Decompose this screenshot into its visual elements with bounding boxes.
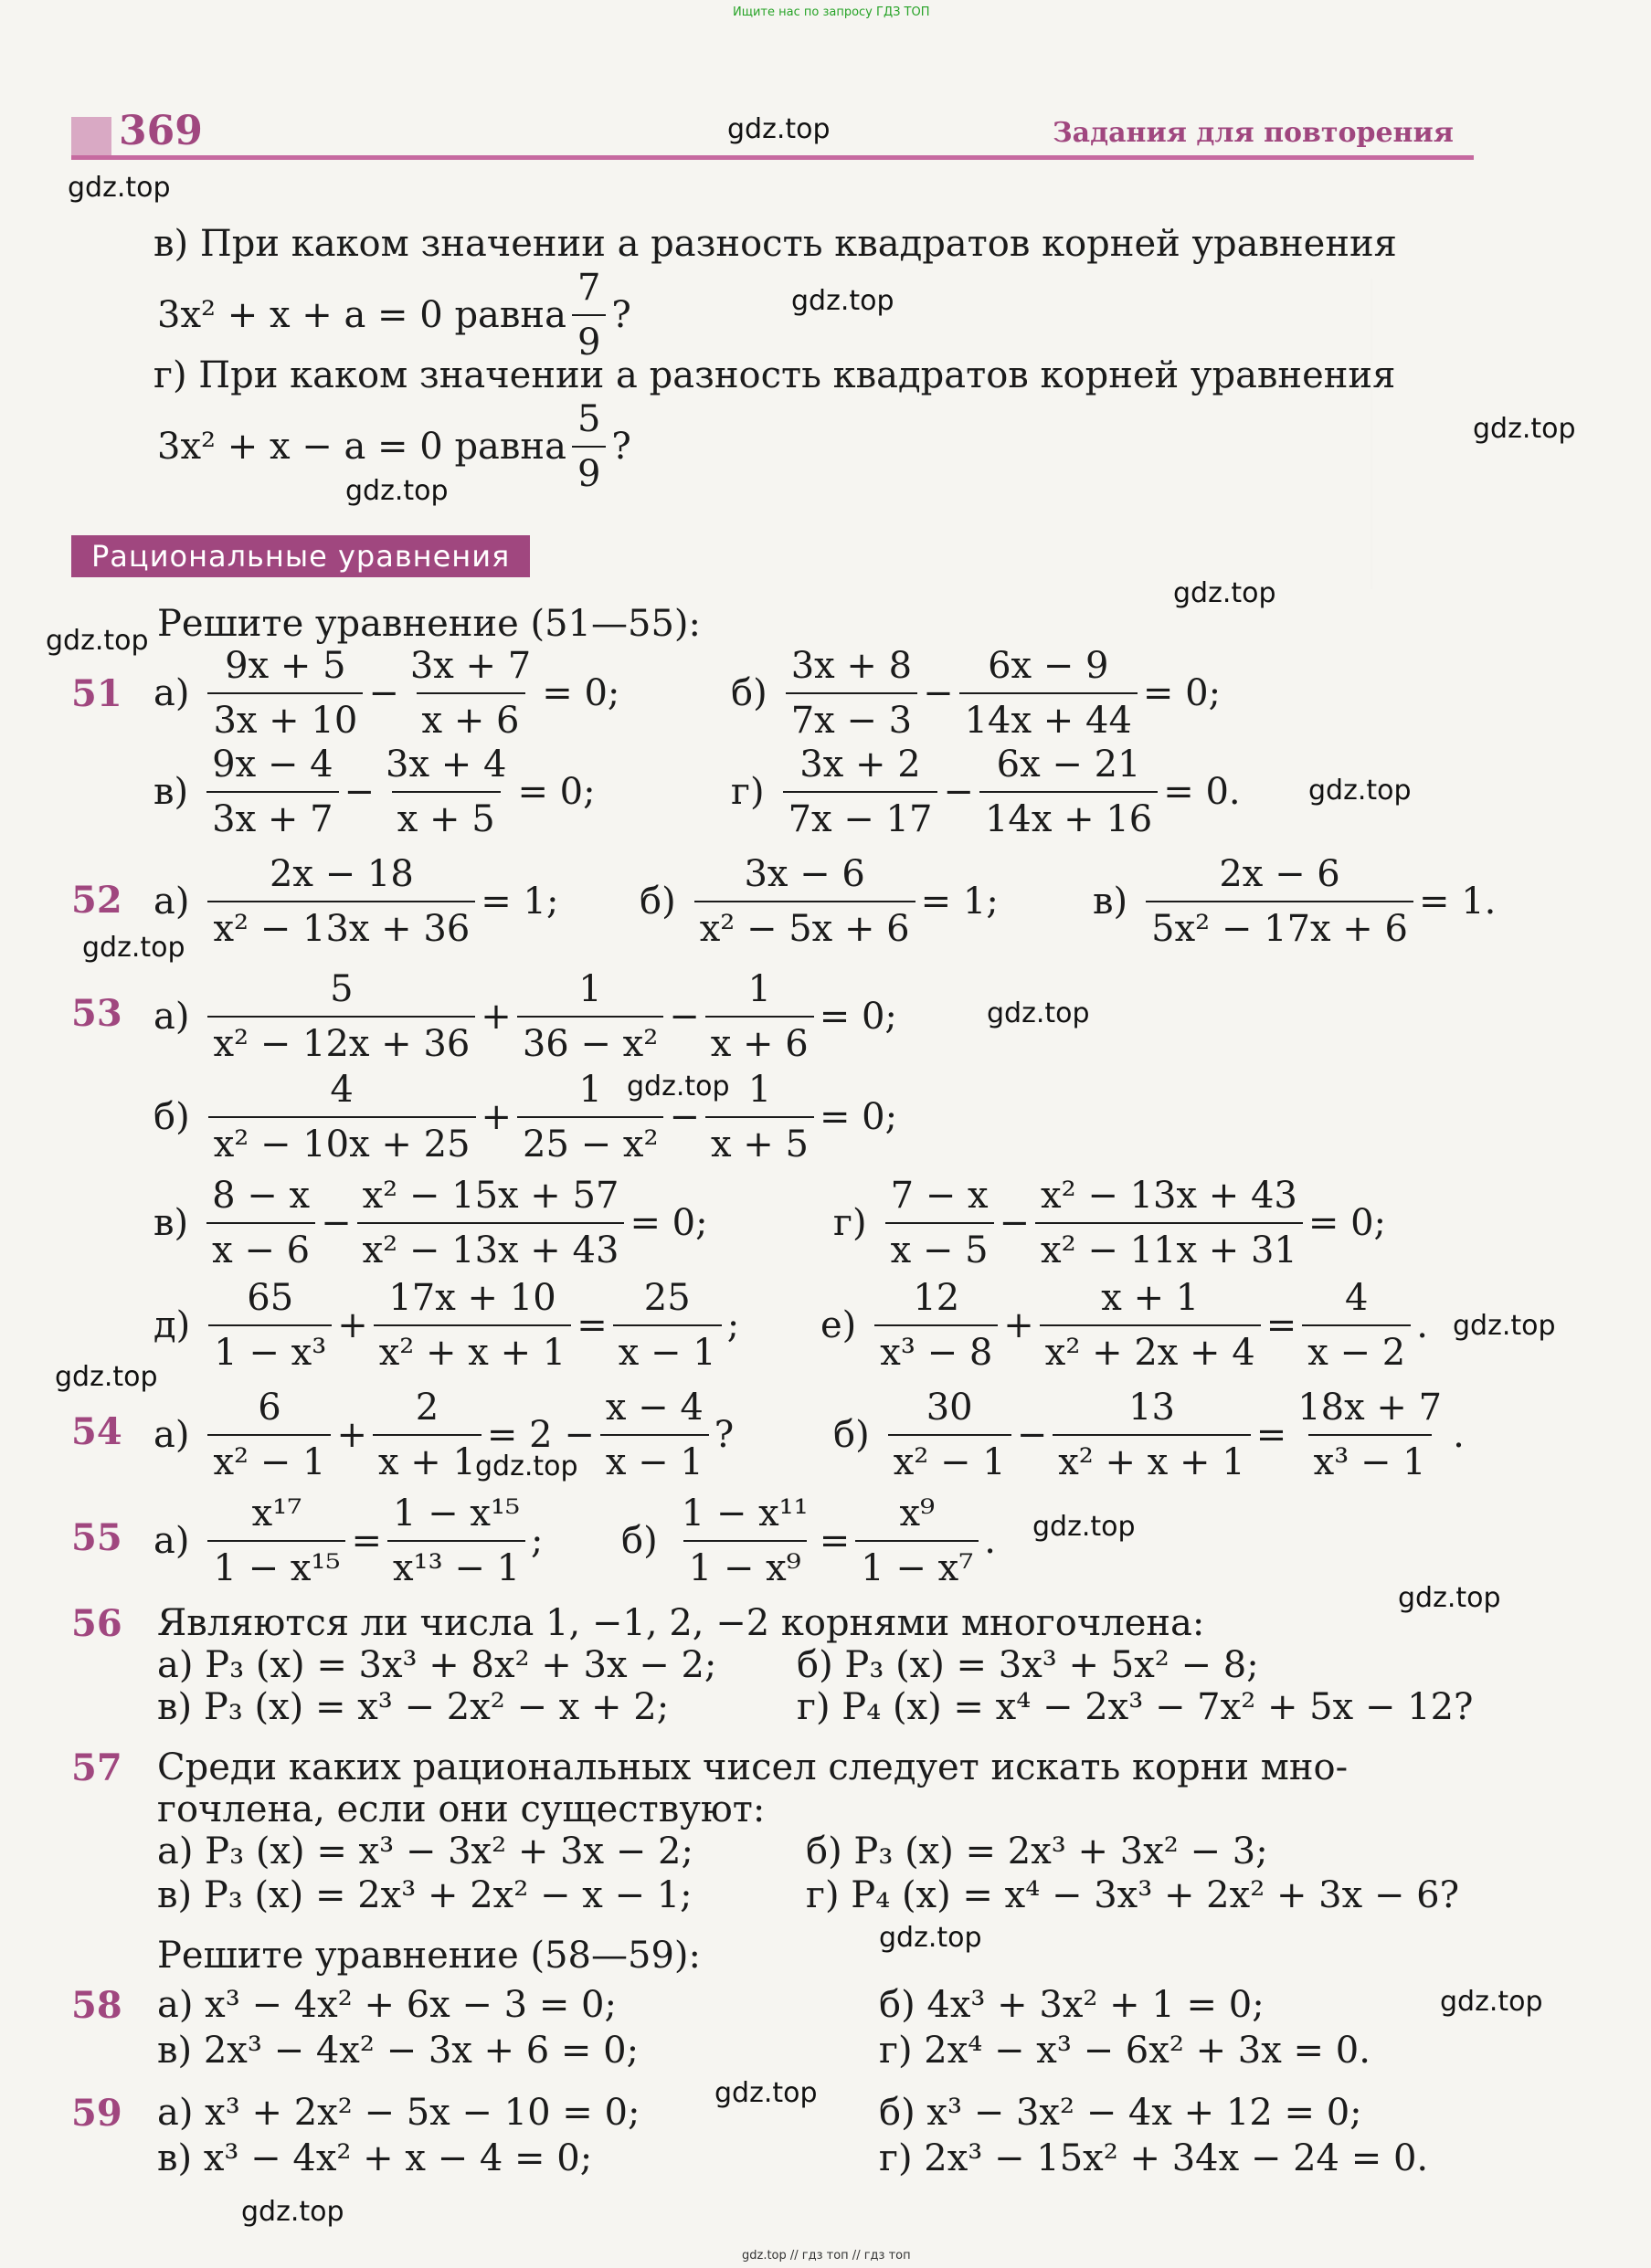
text-58b: б) 4x³ + 3x² + 1 = 0; — [879, 1984, 1265, 2026]
watermark: gdz.top — [987, 997, 1090, 1029]
fraction: $\frac{2}{x + 1}$ — [373, 1387, 482, 1483]
text-59v: в) x³ − 4x² + x − 4 = 0; — [157, 2137, 593, 2179]
problem-number: 56 — [71, 1602, 122, 1645]
eq-55b: б) $\frac{\text{1 − x¹¹}}{\text{1 − x⁹}}$ = $\frac{\text{x⁹}}{\text{1 − x⁷}}$ . — [621, 1493, 996, 1589]
eq-53a: а) 5 x² − 12x + 36 + $\frac{1}{\text{36 − x²}}$ − $\frac{1}{x + 6}$ = 0; — [153, 968, 897, 1065]
fraction: $\frac{\text{x⁹}}{\text{1 − x⁷}}$ — [855, 1493, 979, 1589]
intro-v-eq: 3x² + x + a = 0 равна — [157, 294, 566, 336]
instruction: Решите уравнение (51—55): — [157, 603, 701, 645]
intro-g-eq: 3x² + x − a = 0 равна — [157, 426, 566, 468]
fraction: $\frac{4}{x - 2}$ — [1302, 1277, 1411, 1374]
fraction: $\frac{3x + 7}{x + 6}$ — [409, 645, 532, 742]
eq-51a: а) 9x + 5 3x + 10 − $\frac{3x + 7}{x + 6}$ = 0; — [153, 645, 620, 742]
text-56g: г) P₄ (x) = x⁴ − 2x³ − 7x² + 5x − 12? — [797, 1686, 1474, 1728]
watermark: gdz.top — [1453, 1310, 1556, 1342]
fraction: 9x + 5 3x + 10 — [207, 645, 363, 742]
fraction: 12 x³ − 8 — [874, 1277, 998, 1374]
text-56v: в) P₃ (x) = x³ − 2x² − x + 2; — [157, 1686, 670, 1728]
fraction: $\frac{x - 4}{x - 1}$ — [600, 1387, 709, 1483]
page-corner-square — [71, 117, 111, 157]
watermark: gdz.top — [82, 932, 185, 964]
watermark: gdz.top — [791, 285, 894, 317]
watermark: gdz.top — [1173, 577, 1276, 609]
instruction: Решите уравнение (58—59): — [157, 1935, 701, 1977]
intro-g-equation: 3x² + x − a = 0 равна 5 9 ? — [157, 398, 631, 495]
fraction: $\frac{\text{x² − 13x + 43}}{\text{x² − 11x + 31}}$ — [1035, 1175, 1303, 1271]
watermark: gdz.top — [714, 2077, 818, 2109]
eq-52a: а) $\frac{2x - 18}{\text{x² − 13x + 36}}$ = 1; — [153, 853, 559, 950]
fraction: $\frac{18x + 7}{\text{x³ − 1}}$ — [1297, 1387, 1443, 1483]
watermark: gdz.top — [727, 113, 831, 145]
fraction: $\frac{\text{x¹⁷}}{\text{1 − x¹⁵}}$ — [207, 1493, 345, 1589]
watermark: gdz.top — [345, 475, 449, 507]
text-57-cont: гочлена, если они существуют: — [157, 1788, 766, 1830]
eq-53d: д) 65 1 − x³ + $\frac{17x + 10}{\text{x² + x + 1}}$ = $\frac{25}{x - 1}$ ; — [153, 1277, 740, 1374]
intro-v-equation: 3x² + x + a = 0 равна 7 9 ? — [157, 267, 631, 364]
problem-number: 54 — [71, 1410, 122, 1453]
fraction: 7 − x x − 5 — [885, 1175, 994, 1271]
text-56a: а) P₃ (x) = 3x³ + 8x² + 3x − 2; — [157, 1644, 717, 1686]
fraction: $\frac{17x + 10}{\text{x² + x + 1}}$ — [374, 1277, 572, 1374]
fraction: 65 1 − x³ — [208, 1277, 332, 1374]
fraction: $\frac{1}{x + 6}$ — [705, 968, 814, 1065]
intro-v-text: в) При каком значении a разность квадратов корней уравнения — [153, 223, 1397, 265]
watermark: gdz.top — [627, 1071, 730, 1102]
eq-53b: б) 4 x² − 10x + 25 + $\frac{1}{\text{25 − x²}}$ − $\frac{1}{x + 5}$ = 0; — [153, 1069, 898, 1166]
fraction: 6 x² − 1 — [207, 1387, 331, 1483]
fraction: 3x + 8 7x − 3 — [786, 645, 917, 742]
fraction: 5 9 — [572, 398, 606, 495]
eq-52b: б) $\frac{3x - 6}{\text{x² − 5x + 6}}$ = 1; — [640, 853, 999, 950]
problem-number: 51 — [71, 672, 122, 715]
fraction: $\frac{6x - 21}{14x + 16}$ — [979, 744, 1158, 840]
fraction: $\frac{1}{\text{36 − x²}}$ — [517, 968, 663, 1065]
text-57a: а) P₃ (x) = x³ − 3x² + 3x − 2; — [157, 1830, 693, 1872]
problem-number: 58 — [71, 1984, 122, 2027]
watermark: gdz.top — [1032, 1511, 1136, 1543]
header-title: Задания для повторения — [1053, 117, 1454, 149]
text-59a: а) x³ + 2x² − 5x − 10 = 0; — [157, 2092, 640, 2134]
text-59b: б) x³ − 3x² − 4x + 12 = 0; — [879, 2092, 1362, 2134]
watermark: gdz.top — [475, 1450, 578, 1482]
text-56: Являются ли числа 1, −1, 2, −2 корнями многочлена: — [157, 1602, 1205, 1644]
watermark: gdz.top — [1440, 1986, 1543, 2018]
text-58g: г) 2x⁴ − x³ − 6x² + 3x = 0. — [879, 2030, 1371, 2072]
eq-53v: в) 8 − x x − 6 − $\frac{\text{x² − 15x + 57}}{\text{x² − 13x + 43}}$ = 0; — [153, 1175, 708, 1271]
fraction: $\frac{25}{x - 1}$ — [613, 1277, 722, 1374]
text-57v: в) P₃ (x) = 2x³ + 2x² − x − 1; — [157, 1874, 693, 1916]
fraction: 7 9 — [572, 267, 606, 364]
text-58v: в) 2x³ − 4x² − 3x + 6 = 0; — [157, 2030, 640, 2072]
fraction: $\frac{2x - 6}{\text{5x² − 17x + 6}}$ — [1146, 853, 1413, 950]
fraction: $\frac{6x - 9}{14x + 44}$ — [959, 645, 1138, 742]
problem-number: 53 — [71, 992, 122, 1035]
text-57g: г) P₄ (x) = x⁴ − 3x³ + 2x² + 3x − 6? — [806, 1874, 1460, 1916]
text-58a: а) x³ − 4x² + 6x − 3 = 0; — [157, 1984, 617, 2026]
fraction: 3x + 2 7x − 17 — [783, 744, 938, 840]
fraction: 4 x² − 10x + 25 — [208, 1069, 476, 1166]
watermark: gdz.top — [68, 172, 171, 204]
fraction: $\frac{x + 1}{\text{x² + 2x + 4}}$ — [1040, 1277, 1261, 1374]
fraction: $\frac{\text{x² − 15x + 57}}{\text{x² − 13x + 43}}$ — [357, 1175, 625, 1271]
fraction: 30 x² − 1 — [888, 1387, 1011, 1483]
eq-51b: б) 3x + 8 7x − 3 − $\frac{6x - 9}{14x + 44}$ = 0; — [731, 645, 1222, 742]
top-note: Ищите нас по запросу ГДЗ ТОП — [733, 5, 930, 19]
header-rule — [71, 155, 1474, 160]
eq-53g: г) 7 − x x − 5 − $\frac{\text{x² − 13x + 43}}{\text{x² − 11x + 31}}$ = 0; — [833, 1175, 1387, 1271]
bottom-note: gdz.top // гдз топ // гдз топ — [742, 2249, 911, 2263]
text-57: Среди каких рациональных чисел следует искать корни мно- — [157, 1746, 1349, 1788]
eq-53e: е) 12 x³ − 8 + $\frac{x + 1}{\text{x² + 2x + 4}}$ = $\frac{4}{x - 2}$ . — [820, 1277, 1428, 1374]
fraction: $\frac{13}{\text{x² + x + 1}}$ — [1053, 1387, 1251, 1483]
text-59g: г) 2x³ − 15x² + 34x − 24 = 0. — [879, 2137, 1429, 2179]
watermark: gdz.top — [55, 1361, 158, 1393]
eq-51v: в) 9x − 4 3x + 7 − $\frac{3x + 4}{x + 5}$ = 0; — [153, 744, 596, 840]
problem-number: 55 — [71, 1516, 122, 1559]
problem-number: 59 — [71, 2092, 122, 2135]
fraction: 8 − x x − 6 — [206, 1175, 315, 1271]
fraction: $\frac{\text{1 − x¹¹}}{\text{1 − x⁹}}$ — [681, 1493, 809, 1589]
watermark: gdz.top — [1308, 775, 1412, 807]
fraction: $\frac{3x + 4}{x + 5}$ — [386, 744, 507, 840]
eq-54a: а) 6 x² − 1 + $\frac{2}{x + 1}$ = 2 − $\frac{x - 4}{x - 1}$ ? — [153, 1387, 735, 1483]
problem-number: 52 — [71, 879, 122, 922]
eq-54b: б) 30 x² − 1 − $\frac{13}{\text{x² + x + 1}}$ = $\frac{18x + 7}{\text{x³ − 1}}$ . — [833, 1387, 1465, 1483]
intro-g-text: г) При каком значении a разность квадратов корней уравнения — [153, 354, 1396, 396]
eq-55a: а) $\frac{\text{x¹⁷}}{\text{1 − x¹⁵}}$ = $\frac{\text{1 − x¹⁵}}{\text{x¹³ − 1}}$ ; — [153, 1493, 544, 1589]
fraction: $\frac{1}{x + 5}$ — [705, 1069, 814, 1166]
problem-number: 57 — [71, 1746, 122, 1789]
fraction: 5 x² − 12x + 36 — [207, 968, 475, 1065]
page-number: 369 — [119, 108, 203, 154]
watermark: gdz.top — [879, 1922, 982, 1954]
eq-51g: г) 3x + 2 7x − 17 − $\frac{6x - 21}{14x + 16}$ = 0. — [731, 744, 1241, 840]
fraction: $\frac{\text{1 − x¹⁵}}{\text{x¹³ − 1}}$ — [387, 1493, 525, 1589]
fraction: $\frac{2x - 18}{\text{x² − 13x + 36}}$ — [207, 853, 475, 950]
section-banner: Рациональные уравнения — [71, 535, 530, 577]
eq-52v: в) $\frac{2x - 6}{\text{5x² − 17x + 6}}$ = 1. — [1093, 853, 1497, 950]
fraction: $\frac{1}{\text{25 − x²}}$ — [517, 1069, 663, 1166]
watermark: gdz.top — [1473, 413, 1576, 445]
text-57b: б) P₃ (x) = 2x³ + 3x² − 3; — [806, 1830, 1268, 1872]
watermark: gdz.top — [1398, 1582, 1501, 1614]
watermark: gdz.top — [241, 2196, 344, 2228]
text-56b: б) P₃ (x) = 3x³ + 5x² − 8; — [797, 1644, 1259, 1686]
fraction: $\frac{3x - 6}{\text{x² − 5x + 6}}$ — [694, 853, 915, 950]
watermark: gdz.top — [46, 625, 149, 657]
fraction: 9x − 4 3x + 7 — [206, 744, 338, 840]
